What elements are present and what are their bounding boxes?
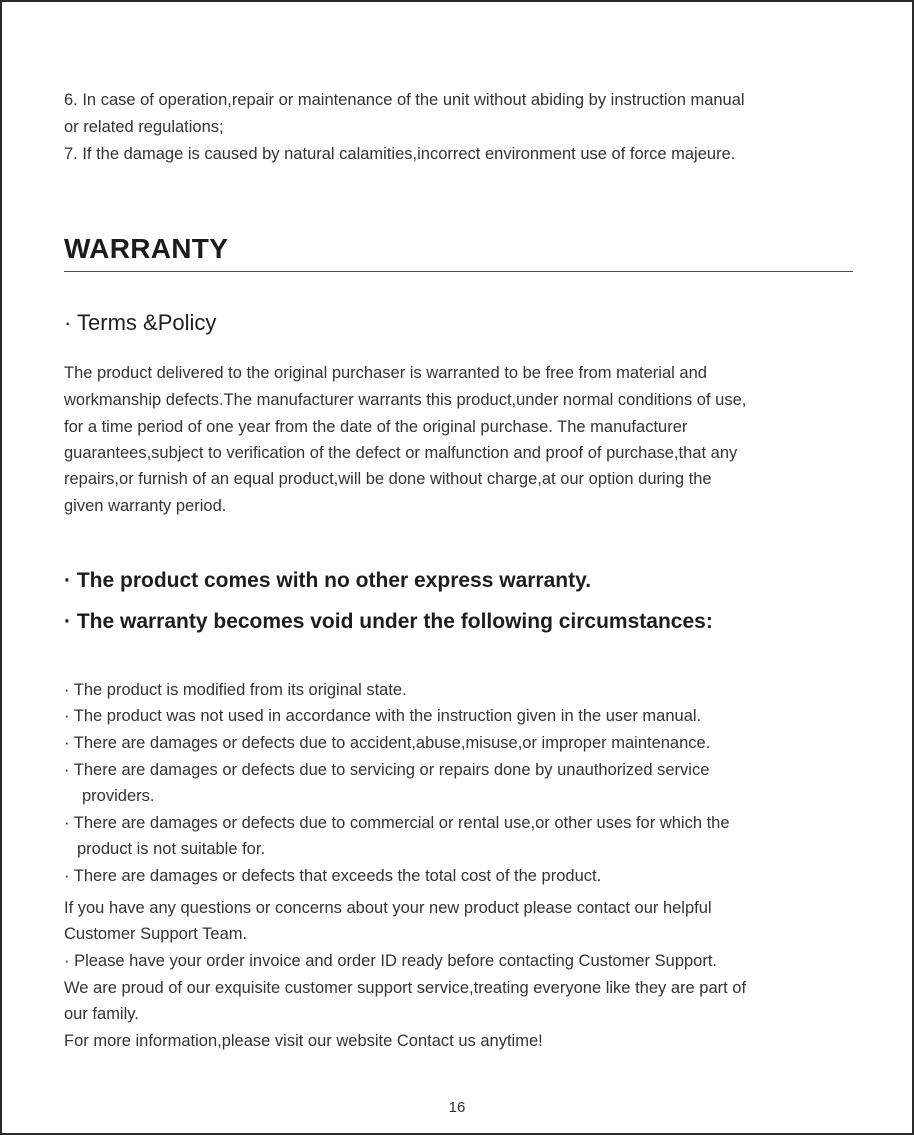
terms-line: workmanship defects.The manufacturer warrants this product,under normal conditions of use, [64, 391, 747, 409]
support-line: Customer Support Team. [64, 925, 248, 943]
terms-line: guarantees,subject to verification of the defect or malfunction and proof of purchase,that any [64, 444, 738, 462]
support-line: our family. [64, 1005, 139, 1023]
warranty-title: WARRANTY [64, 233, 229, 264]
void-circumstances-heading: · The warranty becomes void under the following circumstances: [64, 610, 713, 633]
terms-policy-heading: · Terms &Policy [64, 310, 217, 335]
intro-line: or related regulations; [64, 118, 224, 136]
terms-line: The product delivered to the original purchaser is warranted to be free from material and [64, 364, 707, 382]
void-item: · There are damages or defects due to commercial or rental use,or other uses for which the [64, 814, 730, 832]
support-line: For more information,please visit our website Contact us anytime! [64, 1032, 543, 1050]
void-item: · The product is modified from its original state. [64, 681, 407, 699]
support-line: · Please have your order invoice and order ID ready before contacting Customer Support. [64, 952, 718, 970]
void-item-continued: providers. [82, 787, 155, 805]
void-item: · There are damages or defects due to servicing or repairs done by unauthorized service [64, 761, 710, 779]
void-item: · The product was not used in accordance with the instruction given in the user manual. [64, 707, 702, 725]
terms-line: for a time period of one year from the date of the original purchase. The manufacturer [64, 418, 688, 436]
void-item: · There are damages or defects due to accident,abuse,misuse,or improper maintenance. [64, 734, 711, 752]
terms-line: given warranty period. [64, 497, 227, 515]
support-line: We are proud of our exquisite customer support service,treating everyone like they are part of [64, 979, 747, 997]
page-number: 16 [448, 1099, 466, 1116]
void-item: · There are damages or defects that exceeds the total cost of the product. [64, 867, 602, 885]
intro-line: 6. In case of operation,repair or maintenance of the unit without abiding by instruction manual [64, 91, 745, 109]
no-express-warranty-heading: · The product comes with no other express warranty. [64, 569, 592, 592]
void-item-continued: product is not suitable for. [77, 840, 266, 858]
terms-line: repairs,or furnish of an equal product,will be done without charge,at our option during the [64, 470, 712, 488]
support-line: If you have any questions or concerns about your new product please contact our helpful [64, 899, 712, 917]
intro-line: 7. If the damage is caused by natural calamities,incorrect environment use of force majeure. [64, 145, 736, 163]
title-divider [64, 271, 853, 272]
